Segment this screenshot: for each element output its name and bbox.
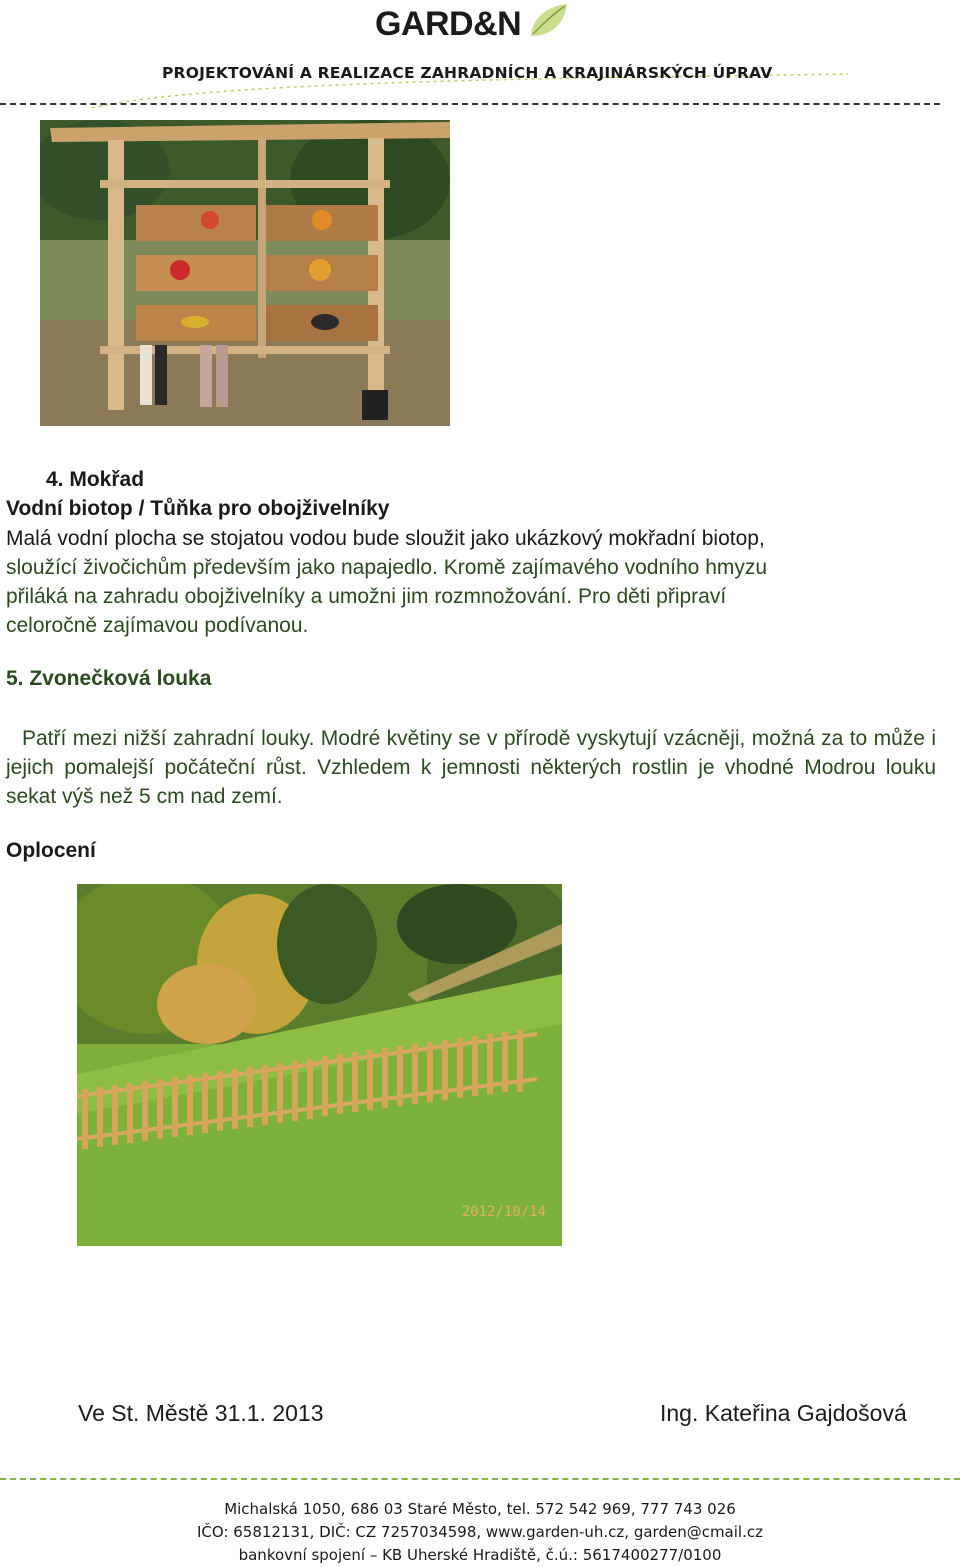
logo-text: GARD&N — [375, 4, 522, 43]
section-4-line-2b: Kromě zajímavého vodního hmyzu — [443, 556, 768, 579]
header-divider — [0, 103, 940, 105]
company-subtitle: PROJEKTOVÁNÍ A REALIZACE ZAHRADNÍCH A KRAJINÁRSKÝCH ÚPRAV — [162, 64, 773, 82]
leaf-icon — [525, 2, 571, 40]
fence-heading: Oplocení — [6, 839, 96, 862]
footer-bank: bankovní spojení – KB Uherské Hradiště, č.ú.: 5617400277/0100 — [238, 1546, 722, 1564]
section-5-heading: 5. Zvonečková louka — [6, 667, 212, 690]
photo-date-stamp: 2012/10/14 — [461, 1204, 546, 1220]
section-4-line-2 — [6, 553, 936, 582]
section-4-subheading: Vodní biotop / Tůňka pro obojživelníky — [6, 497, 390, 520]
section-4-line-1: Malá vodní plocha se stojatou vodou bude sloužit jako ukázkový mokřadní biotop, — [6, 527, 765, 550]
author-name: Ing. Kateřina Gajdošová — [660, 1400, 907, 1426]
section-4-line-4: celoročně zajímavou podívanou. — [6, 614, 309, 637]
section-4-line-3: přiláká na zahradu obojživelníky a umožni jim rozmnožování. Pro děti připraví — [6, 585, 727, 608]
footer-ids: IČO: 65812131, DIČ: CZ 7257034598, www.garden-uh.cz, garden@cmail.cz — [197, 1523, 763, 1541]
fence-photo — [77, 884, 562, 1246]
place-and-date: Ve St. Městě 31.1. 2013 — [78, 1400, 324, 1426]
section-5-text: Patří mezi nižší zahradní louky. Modré květiny se v přírodě vyskytují vzácněji, možná za to může i jejich pomalejší počáteční růst. Vzhledem k jemnosti některých rostlin je vhodné Modrou louku sekat výš než 5 cm nad zemí. — [6, 727, 936, 808]
section-4-heading: 4. Mokřad — [46, 468, 145, 491]
insect-hotel-photo — [40, 120, 450, 426]
footer-divider — [0, 1478, 960, 1480]
footer-address: Michalská 1050, 686 03 Staré Město, tel. 572 542 969, 777 743 026 — [224, 1500, 736, 1518]
company-logo — [375, 4, 521, 44]
section-4-line-2a: sloužící živočichům především jako napajedlo. — [6, 556, 438, 579]
